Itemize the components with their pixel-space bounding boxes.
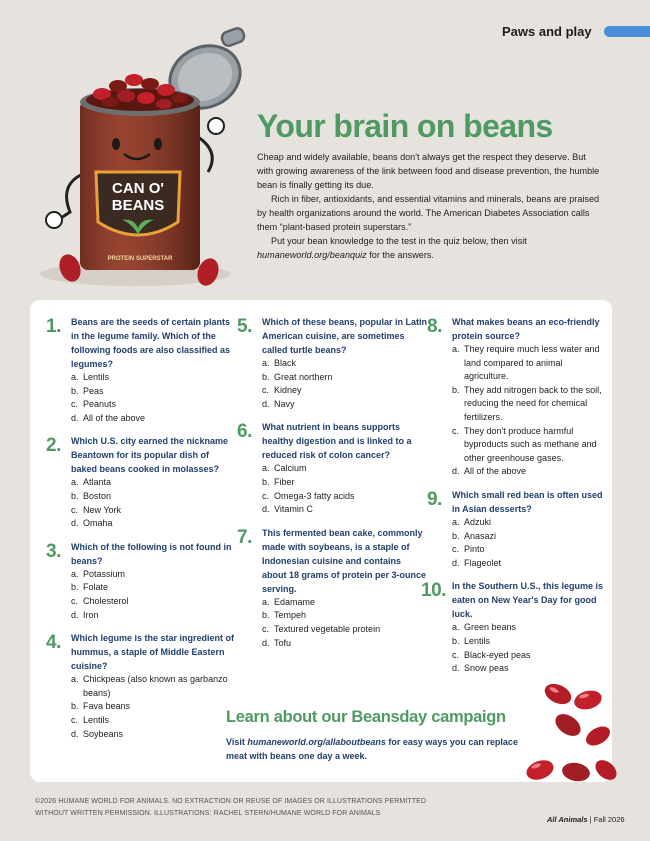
copyright-line-1: ©2026 HUMANE WORLD FOR ANIMALS. NO EXTRACTION OR REUSE OF IMAGES OR ILLUSTRATIONS PERMITTED [35,798,427,805]
question-text: Which of the following is not found in beans? [71,541,232,566]
question-text: This fermented bean cake, commonly made with soybeans, is a staple of Indonesian cuisine and contains about 18 grams of protein per 3-ounce serving. [262,527,427,594]
page-folio: All Animals | Fall 2026 [547,815,625,824]
answer-option: a. Lentils [71,372,110,382]
beanquiz-link[interactable]: humaneworld.org/beanquiz [257,250,367,260]
question-number: 3. [46,540,61,562]
answer-option: a. Black [262,358,297,368]
quiz-question-4 [46,631,236,741]
question-number: 9. [427,488,442,510]
question-text: Which of these beans, popular in Latin American cuisine, are sometimes called turtle beans? [262,317,428,355]
answer-option: c. Lentils [71,714,110,725]
question-text: Which U.S. city earned the nickname Beantown for its popular dish of baked beans cooked in molasses? [71,436,229,475]
copyright-footer [35,796,455,820]
intro-paragraph-2: Rich in fiber, antioxidants, and essential vitamins and minerals, beans are praised by health organizations around the world. The American Diabetes Association calls them “plant-based protein superstars.” [257,194,600,232]
question-number: 2. [46,435,61,457]
question-text: What makes beans an eco-friendly protein source? [452,317,600,341]
answer-option: a. They require much less water and land compared to animal agriculture. [452,344,600,382]
quiz-column-3 [421,315,607,685]
intro-paragraph-3: Put your bean knowledge to the test in the quiz below, then visit humaneworld.org/beanquiz for the answers. [257,236,527,260]
quiz-question-7 [237,526,427,650]
question-number: 10. [421,580,446,602]
intro-text [257,150,602,262]
answer-option: d. Navy [262,398,295,409]
answer-option: b. Peas [71,385,104,396]
question-number: 5. [237,316,252,337]
answer-option: d. Flageolet [452,557,502,568]
quiz-question-2 [46,434,236,530]
answer-option: b. Fiber [262,476,295,487]
quiz-column-1 [46,315,236,750]
campaign-body: Visit humaneworld.org/allaboutbeans for easy ways you can replace meat with beans one day a week. [226,737,518,761]
answer-option: a. Edamame [262,596,316,607]
answer-option: b. Anasazi [452,530,497,541]
answer-option: b. Tempeh [262,610,307,621]
question-text: Which legume is the star ingredient of hummus, a staple of Middle Eastern cuisine? [71,633,235,672]
answer-option: c. Black-eyed peas [452,649,531,660]
answer-option: a. Calcium [262,463,307,474]
intro-paragraph-1: Cheap and widely available, beans don't always get the respect they deserve. But with growing awareness of the link between food and disease prevention, the humble bean is finally getting its due. [257,152,600,190]
answer-option: c. Pinto [452,544,485,555]
question-text: What nutrient in beans supports healthy digestion and is linked to a reduced risk of colon cancer? [262,422,412,461]
campaign-title: Learn about our Beansday campaign [226,708,506,726]
answer-option: a. Chickpeas (also known as garbanzo beans) [71,674,228,698]
quiz-column-2 [237,315,427,659]
question-text: Beans are the seeds of certain plants in the legume family. Which of the following foods are also classified as legumes? [71,317,231,369]
can-label-line2: BEANS [111,197,165,214]
question-text: Which small red bean is often used in Asian desserts? [452,489,603,514]
quiz-question-3 [46,540,236,622]
quiz-question-9 [427,488,607,570]
answer-option: b. Great northern [262,371,333,382]
answer-option: c. Kidney [262,385,302,396]
answer-option: a. Atlanta [71,477,112,488]
answer-option: c. Cholesterol [71,595,129,606]
answer-option: d. Iron [71,609,99,620]
answer-option: d. All of the above [452,466,527,477]
can-band-text: PROTEIN SUPERSTAR [107,256,173,262]
answer-option: b. They add nitrogen back to the soil, reducing the need for chemical fertilizers. [452,384,602,422]
answer-option: d. Tofu [262,637,292,648]
copyright-line-2: WITHOUT WRITTEN PERMISSION. ILLUSTRATIONS: RACHEL STERN/HUMANE WORLD FOR ANIMALS [35,810,381,817]
quiz-question-6 [237,420,427,516]
quiz-question-10 [421,579,607,675]
answer-option: d. Snow peas [452,663,509,674]
question-number: 1. [46,316,61,337]
answer-option: d. Soybeans [71,728,124,739]
answer-option: c. New York [71,504,122,515]
section-tag-bar [604,26,650,37]
answer-option: a. Potassium [71,568,126,579]
question-number: 7. [237,526,252,548]
campaign-box [226,708,526,763]
allaboutbeans-link[interactable]: humaneworld.org/allaboutbeans [247,737,386,747]
question-number: 6. [237,421,252,443]
answer-option: b. Folate [71,582,109,593]
answer-option: d. Omaha [71,518,113,529]
answer-option: c. Omega-3 fatty acids [262,490,355,501]
question-number: 8. [427,316,442,337]
answer-option: c. Textured vegetable protein [262,623,381,634]
answer-option: d. Vitamin C [262,504,313,515]
can-of-beans-illustration [30,22,250,302]
answer-option: c. They don't produce harmful byproducts such as methane and other greenhouse gases. [452,425,597,463]
answer-option: b. Fava beans [71,701,131,712]
section-tag: Paws and play [502,24,592,39]
question-text: In the Southern U.S., this legume is eaten on New Year's Day for good luck. [452,581,604,620]
quiz-question-8 [427,315,607,479]
quiz-question-5 [237,315,427,411]
question-number: 4. [46,632,61,654]
answer-option: b. Lentils [452,635,491,646]
quiz-question-1 [46,315,236,425]
answer-option: a. Adzuki [452,516,492,527]
answer-option: d. All of the above [71,412,146,423]
kidney-beans-illustration [510,680,630,790]
answer-option: b. Boston [71,490,112,501]
can-label-line1: CAN O' [112,180,164,197]
page-title: Your brain on beans [257,108,553,144]
answer-option: a. Green beans [452,622,517,633]
answer-option: c. Peanuts [71,399,117,410]
